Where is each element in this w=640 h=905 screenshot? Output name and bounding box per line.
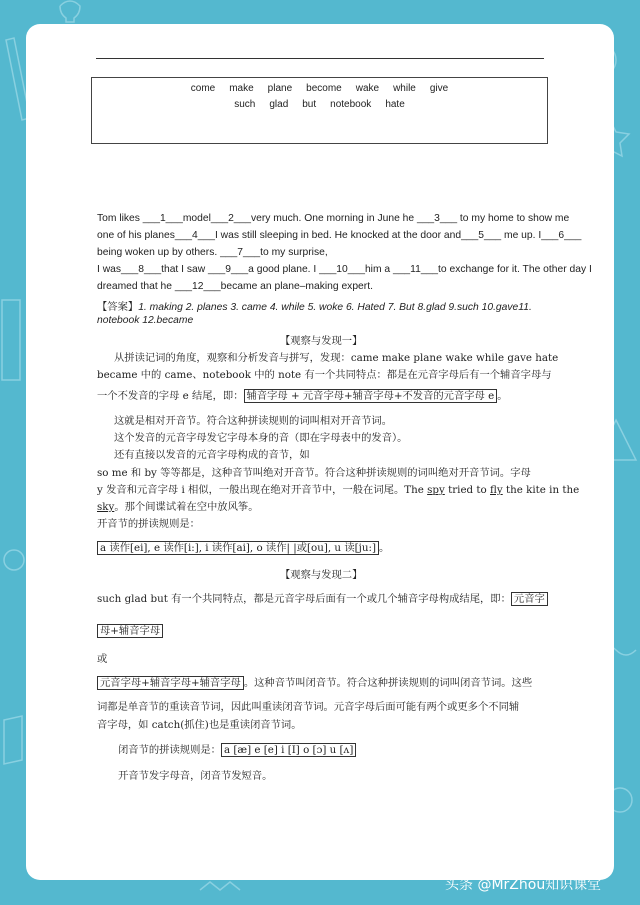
paragraph-line bbox=[97, 498, 259, 513]
paragraph-text: 。 bbox=[497, 390, 508, 402]
word-bank-word: but bbox=[302, 99, 317, 110]
word-bank-word: while bbox=[393, 83, 416, 94]
word-bank-word: come bbox=[190, 83, 216, 94]
passage-line: dreamed that he ___12___became an plane–making expert. bbox=[97, 281, 373, 292]
word-bank-word: give bbox=[429, 83, 449, 94]
rule-box: 辅音字母 + 元音字母+辅音字母+不发音的元音字母 e bbox=[244, 389, 498, 403]
word-bank-word: plane bbox=[267, 83, 293, 94]
paragraph-text: 。这种音节叫闭音节。符合这种拼读规则的词叫闭音节词。这些 bbox=[243, 677, 533, 689]
paragraph-line: 音字母，如 catch(抓住)也是重读闭音节词。 bbox=[97, 719, 302, 731]
paragraph-line: so me 和 by 等等都是，这种音节叫绝对开音节。符合这种拼读规则的词叫绝对开音节词。字母 bbox=[97, 467, 531, 479]
underlined-word: sky bbox=[97, 501, 115, 513]
rule-box: a 读作[ei], e 读作[i:], i 读作[ai], o 读作| |或[ou], u 读[ju:] bbox=[97, 541, 379, 555]
paragraph-line bbox=[97, 674, 532, 689]
answer-line: notebook 12.became bbox=[97, 315, 194, 326]
passage-line: one of his planes___4___I was still sleeping in bed. He knocked at the door and___5___ me up. I___6___ bbox=[97, 230, 582, 241]
paragraph-line: 还有直接以发音的元音字母构成的音节，如 bbox=[114, 449, 310, 461]
word-bank-box bbox=[91, 77, 548, 144]
word-bank-word: hate bbox=[385, 99, 405, 110]
rule-box: 元音字 bbox=[511, 592, 548, 606]
header-rule bbox=[96, 58, 544, 59]
paragraph-text: 闭音节的拼读规则是： bbox=[118, 744, 221, 756]
passage-line: being woken up by others. ___7___to my surprise, bbox=[97, 247, 328, 258]
book-doodle bbox=[4, 716, 22, 764]
rule-box: 元音字母+辅音字母+辅音字母 bbox=[97, 676, 244, 690]
paragraph-line: 开音节发字母音，闭音节发短音。 bbox=[118, 770, 273, 782]
rule-box: a [æ] e [e] i [I] o [ɔ] u [ʌ] bbox=[221, 743, 356, 757]
rule-box: 母+辅音字母 bbox=[97, 624, 163, 638]
answer-label: 【答案】 bbox=[97, 302, 139, 313]
word-bank-row-2 bbox=[92, 97, 547, 113]
word-bank-word: such bbox=[234, 99, 256, 110]
paragraph-line bbox=[97, 387, 508, 402]
word-bank-word: notebook bbox=[330, 99, 372, 110]
word-bank-word: make bbox=[229, 83, 254, 94]
ruler-doodle bbox=[2, 300, 20, 380]
answer-text: 1. making 2. planes 3. came 4. while 5. woke 6. Hated 7. But 8.glad 9.such 10.gave11. bbox=[138, 302, 532, 313]
paragraph-text: the kite in the bbox=[502, 484, 580, 496]
word-bank-word: wake bbox=[355, 83, 380, 94]
paragraph-text: 一个不发音的字母 e 结尾，即： bbox=[97, 390, 244, 402]
paragraph-line bbox=[97, 590, 548, 605]
paragraph-line bbox=[118, 741, 356, 756]
paragraph-line bbox=[97, 481, 579, 496]
passage-line: I was___8___that I saw ___9___a good plane. I ___10___him a ___11___to exchange for it. The other day I bbox=[97, 264, 592, 275]
underlined-word: spy bbox=[427, 484, 445, 496]
word-bank-word: glad bbox=[269, 99, 289, 110]
lightbulb-doodle bbox=[60, 1, 80, 22]
paragraph-text: 。 bbox=[378, 542, 390, 554]
paragraph-line: 词都是单音节的重读音节词，因此叫重读闭音节词。元音字母后面可能有两个或更多个不同辅 bbox=[97, 701, 520, 713]
paragraph-line: 或 bbox=[97, 653, 108, 665]
paragraph-line: 从拼读记词的角度，观察和分析发音与拼写，发现：came make plane wake while gave hate bbox=[114, 352, 559, 364]
section-title: 【观察与发现一】 bbox=[280, 335, 363, 347]
answer-line bbox=[97, 298, 532, 313]
paragraph-line: 开音节的拼读规则是： bbox=[97, 518, 200, 530]
word-bank-row-1 bbox=[92, 81, 547, 97]
paragraph-line bbox=[97, 622, 163, 637]
watermark: 头条 @MrZhou知识课堂 bbox=[445, 877, 602, 893]
passage-line: Tom likes ___1___model___2___very much. One morning in June he ___3___ to my home to show me bbox=[97, 213, 570, 224]
paragraph-text: 。那个间谍试着在空中放风筝。 bbox=[114, 501, 259, 513]
paragraph-line: 这个发音的元音字母发它字母本身的音（即在字母表中的发音）。 bbox=[114, 432, 408, 444]
paragraph-text: such glad but 有一个共同特点，都是元音字母后面有一个或几个辅音字母构成结尾，即： bbox=[97, 593, 511, 605]
paragraph-line: became 中的 came、notebook 中的 note 有一个共同特点：都是在元音字母后有一个辅音字母与 bbox=[97, 369, 552, 381]
underlined-word: fly bbox=[490, 484, 503, 496]
zigzag-doodle bbox=[200, 882, 240, 890]
paragraph-text: y 发音和元音字母 i 相似，一般出现在绝对开音节中，一般在词尾。The bbox=[97, 484, 428, 496]
section-title: 【观察与发现二】 bbox=[280, 569, 363, 581]
word-bank-word: become bbox=[306, 83, 342, 94]
paragraph-text: tried to bbox=[444, 484, 491, 496]
ring-doodle bbox=[4, 550, 24, 570]
paragraph-line: 这就是相对开音节。符合这种拼读规则的词叫相对开音节词。 bbox=[114, 415, 393, 427]
paragraph-line bbox=[97, 539, 389, 554]
